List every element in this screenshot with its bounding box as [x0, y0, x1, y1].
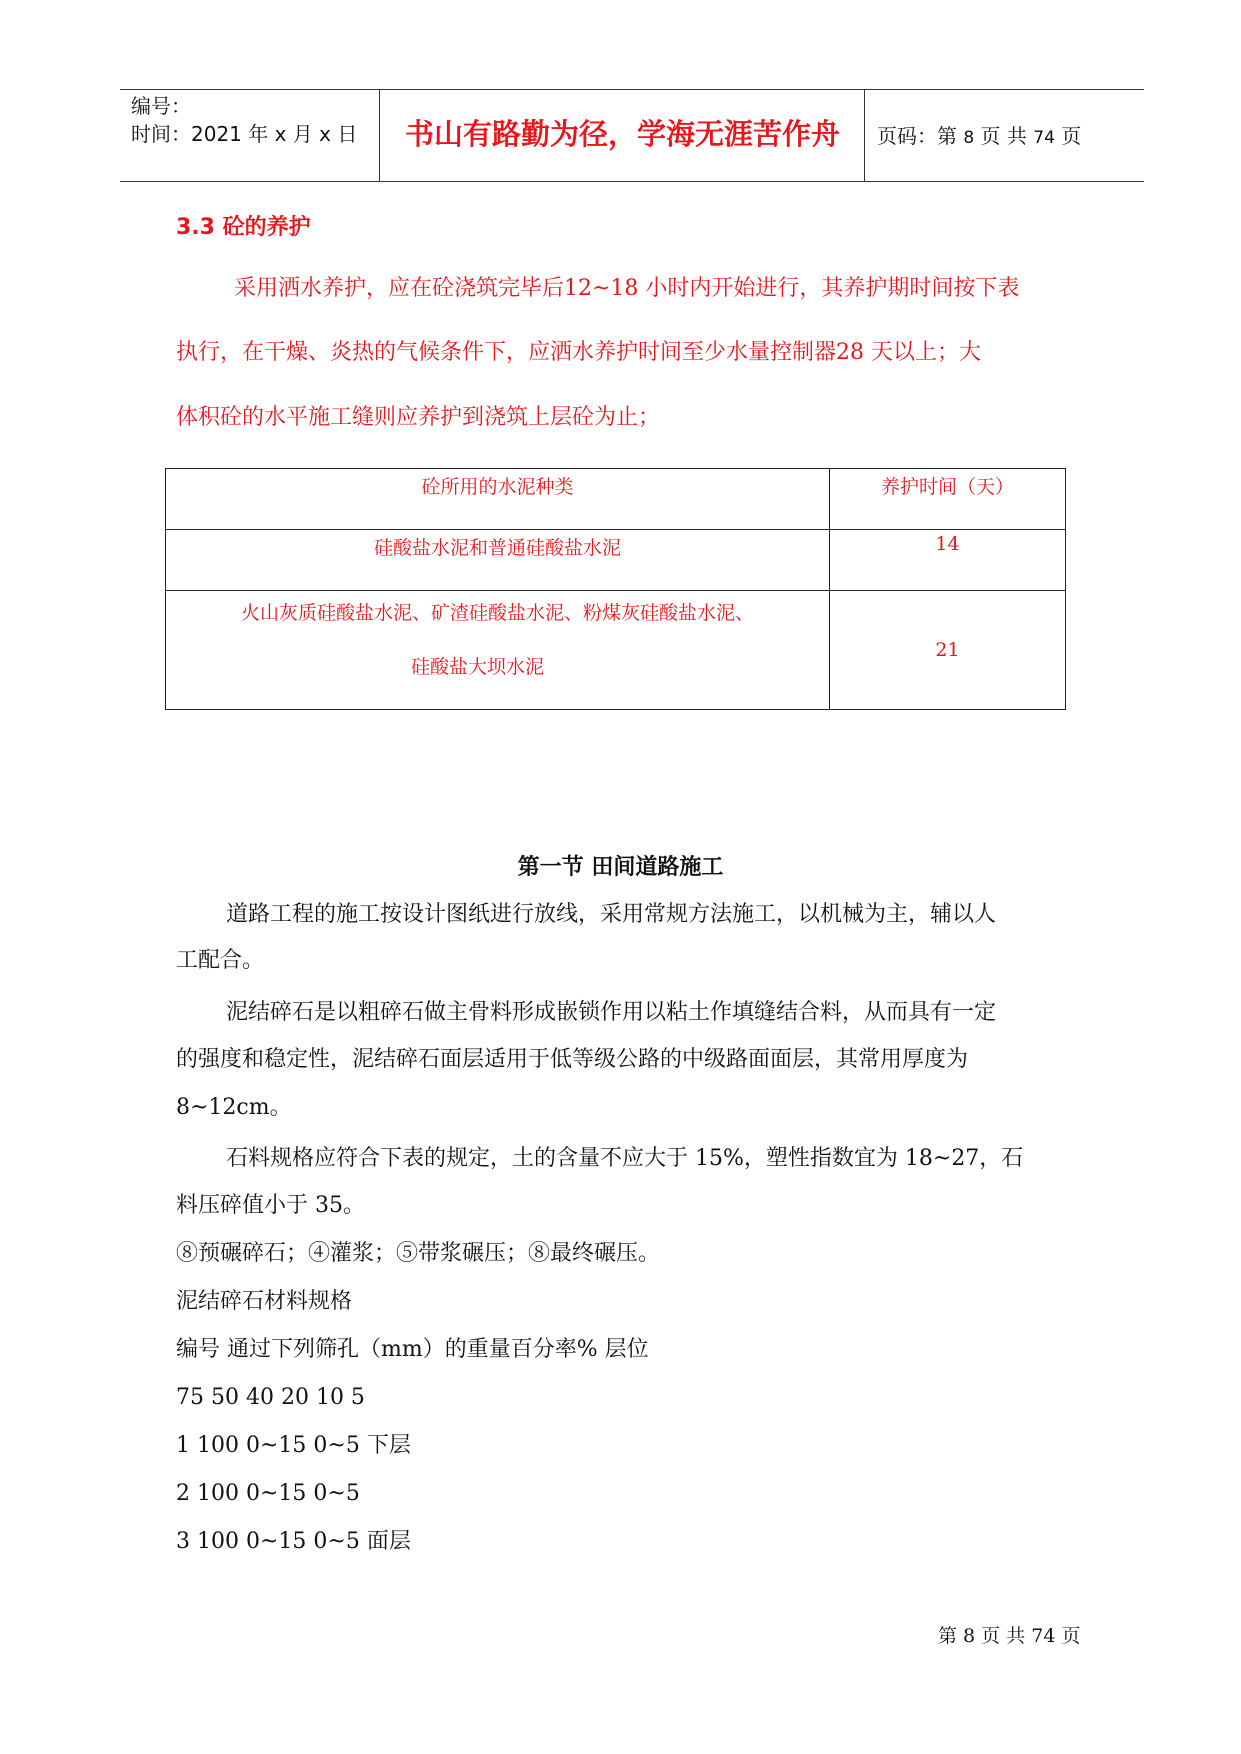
table-row — [166, 530, 1066, 591]
table-cell-cement-line1: 火山灰质硅酸盐水泥、矿渣硅酸盐水泥、粉煤灰硅酸盐水泥、 — [240, 602, 754, 624]
header-meta — [131, 92, 357, 148]
header-page-suffix: 页 — [1061, 124, 1082, 148]
table-cell-days: 21 — [830, 591, 1066, 710]
table-header-days: 养护时间（天） — [830, 469, 1066, 530]
header-page-prefix: 页码：第 — [877, 124, 957, 148]
body-line: 3 100 0~15 0~5 面层 — [176, 1529, 411, 1554]
body-line: 料压碎值小于 35。 — [176, 1193, 365, 1218]
body-line: 8~12cm。 — [176, 1095, 292, 1120]
body-line: 的强度和稳定性，泥结碎石面层适用于低等级公路的中级路面面层，其常用厚度为 — [176, 1047, 969, 1072]
body-line: 工配合。 — [176, 948, 265, 973]
body-line: 1 100 0~15 0~5 下层 — [176, 1433, 411, 1458]
table-row — [166, 591, 1066, 710]
body-line: 道路工程的施工按设计图纸进行放线，采用常规方法施工，以机械为主，辅以人 — [226, 902, 997, 927]
header-number-label: 编号： — [131, 94, 191, 118]
section-heading: 3.3 砼的养护 — [176, 215, 311, 240]
body-line: 泥结碎石材料规格 — [176, 1289, 353, 1314]
table-cell-cement: 硅酸盐水泥和普通硅酸盐水泥 — [166, 530, 830, 591]
body-line: 2 100 0~15 0~5 — [176, 1481, 360, 1506]
body-line: 泥结碎石是以粗碎石做主骨料形成嵌锁作用以粘土作填缝结合料，从而具有一定 — [226, 1000, 997, 1025]
section-title: 第一节 田间道路施工 — [517, 855, 724, 880]
header-page-indicator — [877, 122, 1081, 152]
header-top-rule — [120, 89, 1144, 90]
body-line: 编号 通过下列筛孔（mm）的重量百分率% 层位 — [176, 1337, 649, 1362]
curing-time-table — [165, 468, 1066, 710]
header-page-total: 74 — [1033, 128, 1055, 148]
table-header-cement: 砼所用的水泥种类 — [166, 469, 830, 530]
para-line-1: 采用洒水养护，应在砼浇筑完毕后12~18 小时内开始进行，其养护期时间按下表 — [234, 276, 1020, 301]
body-line: ⑧预碾碎石；④灌浆；⑤带浆碾压；⑧最终碾压。 — [176, 1241, 661, 1266]
header-bottom-rule — [120, 181, 1144, 182]
header-motto: 书山有路勤为径，学海无涯苦作舟 — [404, 117, 840, 151]
para-line-3: 体积砼的水平施工缝则应养护到浇筑上层砼为止； — [176, 405, 661, 430]
table-header-row — [166, 469, 1066, 530]
table-cell-cement — [166, 591, 830, 710]
body-line: 石料规格应符合下表的规定，土的含量不应大于 15%，塑性指数宜为 18~27，石 — [226, 1146, 1024, 1171]
header-page-mid: 页 共 — [980, 124, 1027, 148]
table-cell-days: 14 — [830, 530, 1066, 591]
header-page-number: 8 — [963, 128, 975, 148]
page-footer: 第 8 页 共 74 页 — [938, 1625, 1081, 1647]
para-line-2: 执行，在干燥、炎热的气候条件下，应洒水养护时间至少水量控制器28 天以上；大 — [176, 340, 981, 365]
table-cell-cement-line2: 硅酸盐大坝水泥 — [410, 656, 544, 678]
body-line: 75 50 40 20 10 5 — [176, 1385, 365, 1410]
header-time-label: 时间：2021 年 x 月 x 日 — [131, 122, 358, 146]
